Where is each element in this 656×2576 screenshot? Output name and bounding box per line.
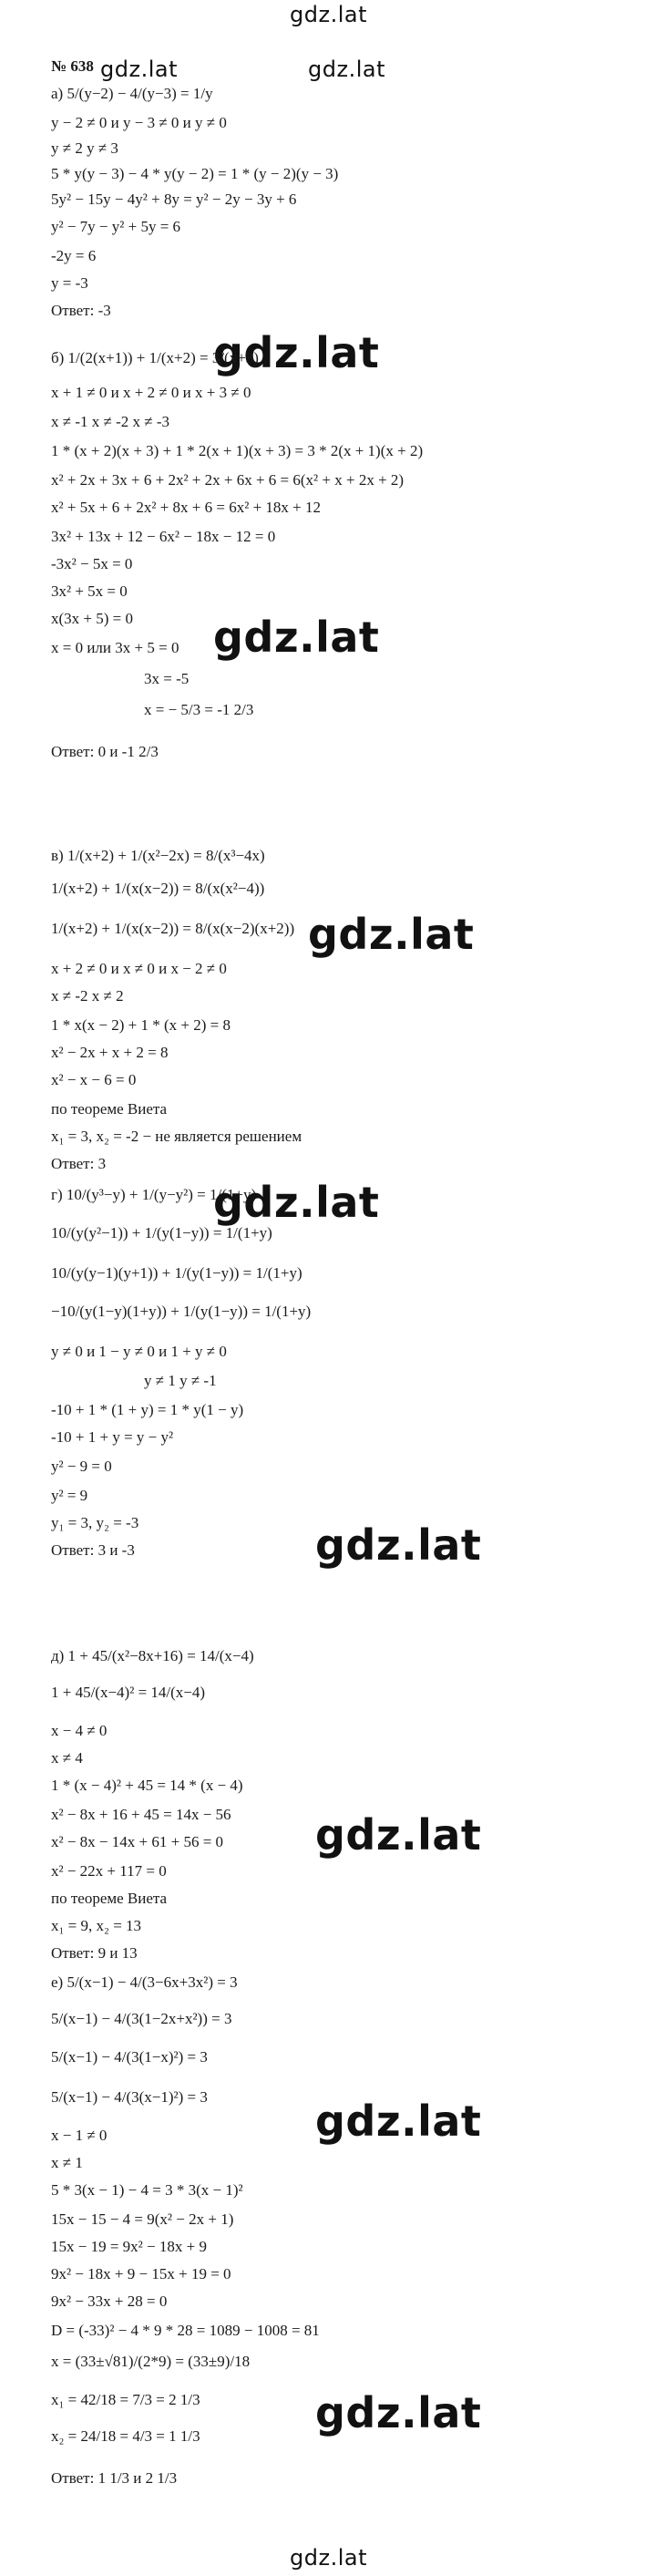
answer-line: Ответ: 1 1/3 и 2 1/3 bbox=[51, 2469, 178, 2487]
solution-line: е) 5/(x−1) − 4/(3−6x+3x²) = 3 bbox=[51, 1973, 238, 1991]
solution-line: D = (-33)² − 4 * 9 * 28 = 1089 − 1008 = 81 bbox=[51, 2322, 320, 2339]
task-title: № 638 bbox=[51, 57, 94, 75]
solution-line: y ≠ 0 и 1 − y ≠ 0 и 1 + y ≠ 0 bbox=[51, 1343, 227, 1360]
solution-line: x² − 2x + x + 2 = 8 bbox=[51, 1044, 169, 1061]
solution-line: 5 * y(y − 3) − 4 * y(y − 2) = 1 * (y − 2)(y − 3) bbox=[51, 165, 339, 182]
solution-line: x² + 2x + 3x + 6 + 2x² + 2x + 6x + 6 = 6(x² + x + 2x + 2) bbox=[51, 471, 405, 489]
solution-line: -3x² − 5x = 0 bbox=[51, 555, 133, 572]
solution-line: 5 * 3(x − 1) − 4 = 3 * 3(x − 1)² bbox=[51, 2181, 243, 2199]
solution-line: по теореме Виета bbox=[51, 1100, 168, 1118]
answer-line: Ответ: 0 и -1 2/3 bbox=[51, 743, 159, 760]
watermark: gdz.lat bbox=[315, 2097, 482, 2146]
watermark: gdz.lat bbox=[213, 328, 380, 377]
solution-line: 3x² + 13x + 12 − 6x² − 18x − 12 = 0 bbox=[51, 528, 276, 545]
solution-line: -2y = 6 bbox=[51, 247, 97, 264]
watermark: gdz.lat bbox=[315, 2388, 482, 2437]
solution-line: 5/(x−1) − 4/(3(1−x)²) = 3 bbox=[51, 2048, 208, 2066]
solution-line: y ≠ 1 y ≠ -1 bbox=[144, 1372, 217, 1389]
solution-line: y₁ = 3, y₂ = -3 bbox=[51, 1514, 139, 1531]
solution-line: x ≠ 1 bbox=[51, 2154, 83, 2171]
solution-line: y² − 7y − y² + 5y = 6 bbox=[51, 218, 181, 235]
solution-line: -10 + 1 * (1 + y) = 1 * y(1 − y) bbox=[51, 1401, 244, 1418]
solution-line: 5y² − 15y − 4y² + 8y = y² − 2y − 3y + 6 bbox=[51, 191, 297, 208]
solution-line: 1 + 45/(x−4)² = 14/(x−4) bbox=[51, 1684, 206, 1701]
solution-line: 9x² − 18x + 9 − 15x + 19 = 0 bbox=[51, 2265, 231, 2282]
solution-line: по теореме Виета bbox=[51, 1890, 168, 1907]
watermark: gdz.lat bbox=[100, 57, 178, 82]
solution-line: x₁ = 9, x₂ = 13 bbox=[51, 1917, 142, 1934]
solution-line: 10/(y(y−1)(y+1)) + 1/(y(1−y)) = 1/(1+y) bbox=[51, 1264, 302, 1282]
solution-line: а) 5/(y−2) − 4/(y−3) = 1/y bbox=[51, 85, 213, 102]
solution-line: x ≠ -2 x ≠ 2 bbox=[51, 987, 124, 1005]
answer-line: Ответ: 3 и -3 bbox=[51, 1541, 135, 1559]
answer-line: Ответ: -3 bbox=[51, 302, 111, 319]
solution-line: x² − 8x + 16 + 45 = 14x − 56 bbox=[51, 1806, 231, 1823]
solution-line: −10/(y(1−y)(1+y)) + 1/(y(1−y)) = 1/(1+y) bbox=[51, 1303, 312, 1320]
footer-watermark: gdz.lat bbox=[290, 2545, 367, 2571]
solution-line: y = -3 bbox=[51, 274, 88, 292]
solution-line: x − 1 ≠ 0 bbox=[51, 2127, 108, 2144]
solution-line: x = − 5/3 = -1 2/3 bbox=[144, 701, 254, 718]
solution-line: 1 * x(x − 2) + 1 * (x + 2) = 8 bbox=[51, 1016, 231, 1034]
watermark: gdz.lat bbox=[213, 613, 380, 662]
solution-line: y ≠ 2 y ≠ 3 bbox=[51, 139, 118, 157]
solution-line: 15x − 15 − 4 = 9(x² − 2x + 1) bbox=[51, 2210, 234, 2228]
solution-line: г) 10/(y³−y) + 1/(y−y²) = 1/(1+y) bbox=[51, 1186, 257, 1203]
solution-line: x = (33±√81)/(2*9) = (33±9)/18 bbox=[51, 2353, 251, 2370]
solution-line: 1 * (x + 2)(x + 3) + 1 * 2(x + 1)(x + 3) = 3 * 2(x + 1)(x + 2) bbox=[51, 442, 424, 459]
solution-line: д) 1 + 45/(x²−8x+16) = 14/(x−4) bbox=[51, 1647, 254, 1664]
solution-line: x ≠ -1 x ≠ -2 x ≠ -3 bbox=[51, 413, 169, 430]
solution-line: y² = 9 bbox=[51, 1487, 88, 1504]
solution-line: x ≠ 4 bbox=[51, 1749, 83, 1767]
solution-line: x₁ = 42/18 = 7/3 = 2 1/3 bbox=[51, 2391, 200, 2408]
solution-line: x² − 8x − 14x + 61 + 56 = 0 bbox=[51, 1833, 224, 1850]
watermark: gdz.lat bbox=[308, 910, 475, 959]
answer-line: Ответ: 9 и 13 bbox=[51, 1944, 138, 1962]
solution-line: x₂ = 24/18 = 4/3 = 1 1/3 bbox=[51, 2427, 200, 2445]
solution-line: x² − 22x + 117 = 0 bbox=[51, 1862, 167, 1880]
solution-line: 15x − 19 = 9x² − 18x + 9 bbox=[51, 2238, 207, 2255]
solution-line: 10/(y(y²−1)) + 1/(y(1−y)) = 1/(1+y) bbox=[51, 1224, 272, 1242]
solution-line: 3x = -5 bbox=[144, 670, 190, 687]
solution-line: x₁ = 3, x₂ = -2 − не является решением bbox=[51, 1128, 302, 1145]
solution-line: x = 0 или 3x + 5 = 0 bbox=[51, 639, 179, 656]
solution-line: 1 * (x − 4)² + 45 = 14 * (x − 4) bbox=[51, 1777, 243, 1794]
solution-line: x + 2 ≠ 0 и x ≠ 0 и x − 2 ≠ 0 bbox=[51, 960, 227, 977]
solution-line: x² + 5x + 6 + 2x² + 8x + 6 = 6x² + 18x + 12 bbox=[51, 499, 321, 516]
solution-line: y − 2 ≠ 0 и y − 3 ≠ 0 и y ≠ 0 bbox=[51, 114, 227, 131]
answer-line: Ответ: 3 bbox=[51, 1155, 107, 1172]
solution-line: 3x² + 5x = 0 bbox=[51, 582, 128, 600]
solution-line: x − 4 ≠ 0 bbox=[51, 1722, 108, 1739]
solution-line: 5/(x−1) − 4/(3(x−1)²) = 3 bbox=[51, 2088, 208, 2106]
solution-line: y² − 9 = 0 bbox=[51, 1458, 112, 1475]
solution-line: б) 1/(2(x+1)) + 1/(x+2) = 3/(x+3) bbox=[51, 349, 259, 366]
watermark: gdz.lat bbox=[315, 1520, 482, 1570]
solution-line: в) 1/(x+2) + 1/(x²−2x) = 8/(x³−4x) bbox=[51, 847, 265, 864]
watermark: gdz.lat bbox=[308, 57, 385, 82]
watermark: gdz.lat bbox=[213, 1178, 380, 1227]
solution-line: x² − x − 6 = 0 bbox=[51, 1071, 137, 1088]
header-watermark: gdz.lat bbox=[290, 2, 367, 27]
solution-line: -10 + 1 + y = y − y² bbox=[51, 1428, 174, 1446]
solution-line: 9x² − 33x + 28 = 0 bbox=[51, 2293, 168, 2310]
solution-line: x + 1 ≠ 0 и x + 2 ≠ 0 и x + 3 ≠ 0 bbox=[51, 384, 251, 401]
solution-line: 1/(x+2) + 1/(x(x−2)) = 8/(x(x²−4)) bbox=[51, 880, 265, 897]
watermark: gdz.lat bbox=[315, 1810, 482, 1860]
solution-line: x(3x + 5) = 0 bbox=[51, 610, 133, 627]
solution-line: 5/(x−1) − 4/(3(1−2x+x²)) = 3 bbox=[51, 2010, 232, 2027]
solution-line: 1/(x+2) + 1/(x(x−2)) = 8/(x(x−2)(x+2)) bbox=[51, 920, 295, 937]
